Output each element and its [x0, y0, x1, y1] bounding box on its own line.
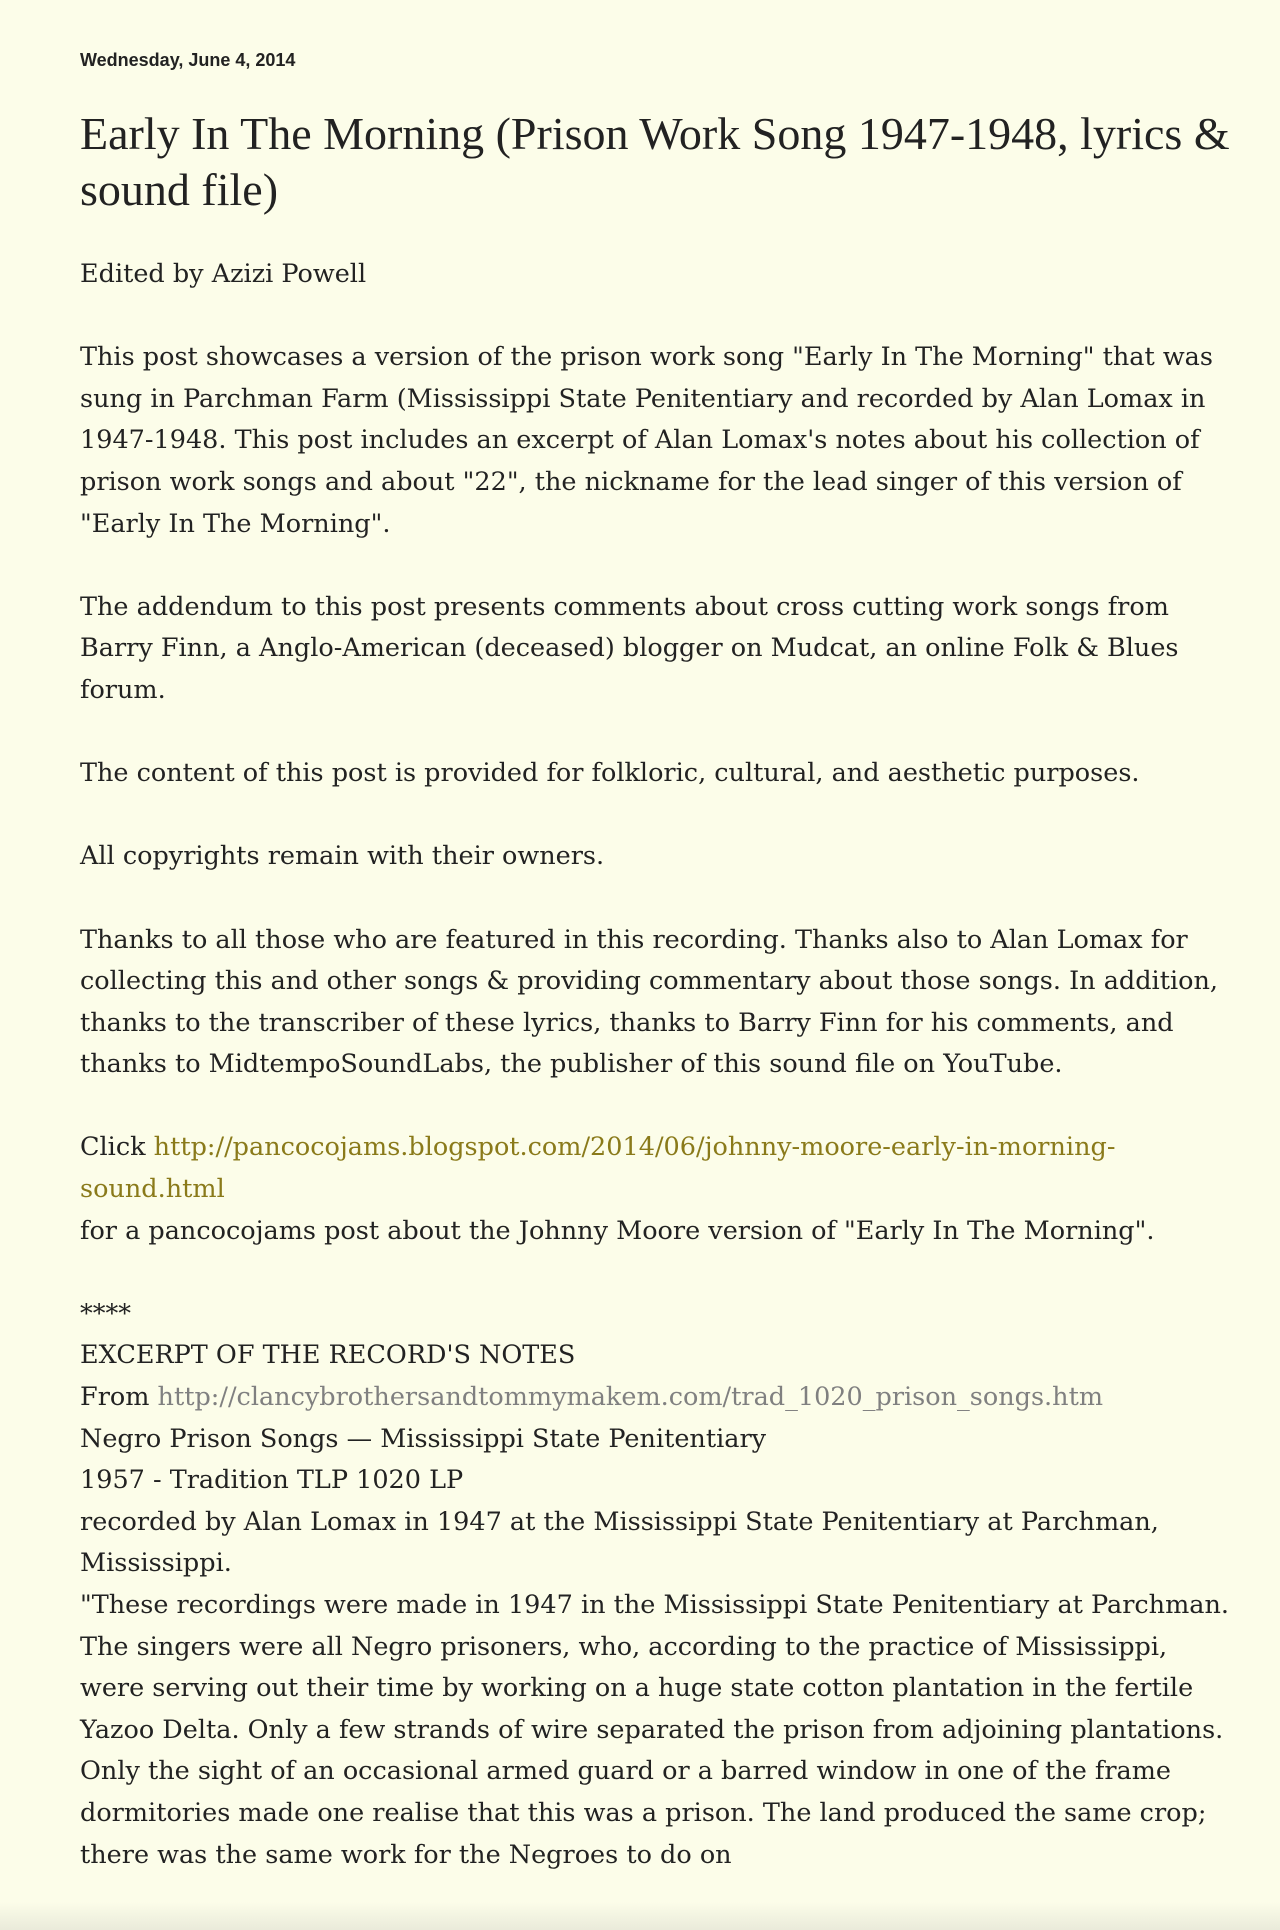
date-header: Wednesday, June 4, 2014: [80, 50, 296, 70]
purpose-paragraph: The content of this post is provided for folkloric, cultural, and aesthetic purposes.: [80, 758, 1140, 789]
post-body: [80, 254, 1230, 1876]
pancocojams-post-link[interactable]: http://pancocojams.blogspot.com/2014/06/johnny-moore-early-in-morning-sound.html: [80, 1132, 1116, 1205]
click-prefix: Click: [80, 1132, 154, 1163]
separator: ****: [80, 1298, 131, 1329]
album-title: Negro Prison Songs — Mississippi State Penitentiary: [80, 1423, 767, 1454]
clancy-source-link[interactable]: http://clancybrothersandtommymakem.com/trad_1020_prison_songs.htm: [157, 1382, 1103, 1413]
from-prefix: From: [80, 1382, 158, 1413]
editor-line: Edited by Azizi Powell: [80, 259, 367, 289]
thanks-paragraph: Thanks to all those who are featured in this recording. Thanks also to Alan Lomax for collecting this and other songs & providing commentary about those songs. In addition, thanks to the transcriber of these lyrics, thanks to Barry Finn for his comments, and thanks to MidtempoSoundLabs, the publisher of this sound file on YouTube.: [80, 924, 1218, 1080]
excerpt-heading: EXCERPT OF THE RECORD'S NOTES: [80, 1340, 576, 1371]
notes-quote: "These recordings were made in 1947 in the Mississippi State Penitentiary at Parchman. The singers were all Negro prisoners, who, according to the practice of Mississippi, were serving out their time by working on a huge state cotton plantation in the fertile Yazoo Delta. Only a few strands of wire separated the prison from adjoining plantations. Only the sight of an occasional armed guard or a barred window in one of the frame dormitories made one realise that this was a prison. The land produced the same crop; there was the same work for the Negroes to do on: [80, 1590, 1230, 1870]
click-suffix: for a pancocojams post about the Johnny Moore version of "Early In The Morning".: [80, 1215, 1155, 1246]
album-release: 1957 - Tradition TLP 1020 LP: [80, 1465, 464, 1496]
source-line: [80, 1377, 1230, 1419]
post-title: Early In The Morning (Prison Work Song 1947-1948, lyrics & sound file): [80, 108, 1230, 215]
click-paragraph: [80, 1127, 1230, 1252]
recorded-by: recorded by Alan Lomax in 1947 at the Mississippi State Penitentiary at Parchman, Mississippi.: [80, 1506, 1159, 1579]
addendum-paragraph: The addendum to this post presents comments about cross cutting work songs from Barry Finn, a Anglo-American (deceased) blogger on Mudcat, an online Folk & Blues forum.: [80, 591, 1179, 705]
intro-paragraph: This post showcases a version of the prison work song "Early In The Morning" that was sung in Parchman Farm (Mississippi State Penitentiary and recorded by Alan Lomax in 1947-1948. This post includes an excerpt of Alan Lomax's notes about his collection of prison work songs and about "22", the nickname for the lead singer of this version of "Early In The Morning".: [80, 342, 1213, 539]
bottom-shadow: [0, 1902, 1280, 1930]
copyright-paragraph: All copyrights remain with their owners.: [80, 841, 605, 872]
